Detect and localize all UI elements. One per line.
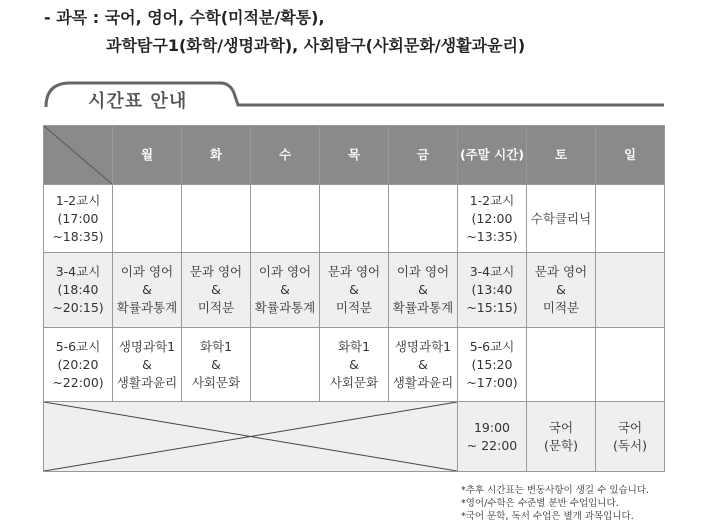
cell-line: 19:00 xyxy=(473,419,511,435)
header-sun: 일 xyxy=(596,126,665,185)
header-wed: 수 xyxy=(251,126,320,185)
class-cell-sat xyxy=(527,253,596,328)
cell-line: 미적분 xyxy=(542,300,580,315)
footnote: *영어/수학은 수준별 분반 수업입니다. xyxy=(461,498,619,509)
corner-cell xyxy=(44,126,113,185)
cell-line: & xyxy=(349,356,359,372)
cell-line: (20:20 xyxy=(57,356,99,372)
cell-line: 사회문화 xyxy=(191,374,241,390)
period-row xyxy=(44,185,665,253)
cell-line: & xyxy=(556,282,566,297)
footnotes xyxy=(461,484,649,523)
cell-line: 문과 영어 xyxy=(534,264,588,279)
cell-line: 이과 영어 xyxy=(258,264,312,279)
cell-line: 5-6교시 xyxy=(55,338,101,354)
class-cell-tue xyxy=(182,328,251,402)
class-cell-wed xyxy=(251,328,320,402)
subjects-line-2: 과학탐구1(화학/생명과학), 사회탐구(사회문화/생활과윤리) xyxy=(106,36,526,55)
cell-line: 생명과학1 xyxy=(394,338,452,354)
weekend-time-cell xyxy=(458,185,527,253)
cell-line: 문과 영어 xyxy=(327,264,381,279)
header-tue: 화 xyxy=(182,126,251,185)
cell-line: 화학1 xyxy=(199,338,233,354)
evening-sat-cell xyxy=(527,402,596,472)
evening-sun-cell xyxy=(596,402,665,472)
header-mon: 월 xyxy=(113,126,182,185)
cell-line: 이과 영어 xyxy=(396,264,450,279)
cell-line: & xyxy=(349,282,359,297)
class-cell-mon xyxy=(113,328,182,402)
cell-line: (15:20 xyxy=(471,356,513,372)
class-cell-sat xyxy=(527,185,596,253)
period-time-cell xyxy=(44,328,113,402)
period-time-cell xyxy=(44,253,113,328)
class-cell-mon xyxy=(113,185,182,253)
header-thu: 목 xyxy=(320,126,389,185)
section-header xyxy=(44,79,664,111)
footnote: *국어 문학, 독서 수업은 별개 과목입니다. xyxy=(461,511,634,522)
cell-line: 1-2교시 xyxy=(55,192,101,208)
header-sat: 토 xyxy=(527,126,596,185)
cell-line: (18:40 xyxy=(57,282,99,297)
cell-line: 이과 영어 xyxy=(120,264,174,279)
no-class-cross xyxy=(44,402,457,471)
cell-line: & xyxy=(142,282,152,297)
class-cell-wed xyxy=(251,253,320,328)
cell-line: 미적분 xyxy=(335,300,373,315)
cell-line: & xyxy=(211,282,221,297)
cell-line: ~22:00) xyxy=(52,374,104,390)
header-weekend-time: (주말 시간) xyxy=(458,126,527,185)
class-cell-fri xyxy=(389,185,458,253)
class-cell-thu xyxy=(320,253,389,328)
class-cell-fri xyxy=(389,253,458,328)
class-cell-sun xyxy=(596,253,665,328)
cell-line: 사회문화 xyxy=(329,374,379,390)
cell-line: 생활과윤리 xyxy=(392,374,454,390)
class-cell-sun xyxy=(596,328,665,402)
cell-line: 확률과통계 xyxy=(392,300,454,315)
cell-line: & xyxy=(211,356,221,372)
no-class-cell xyxy=(44,402,458,472)
cell-line: ~13:35) xyxy=(466,228,518,244)
cell-line: 확률과통계 xyxy=(254,300,316,315)
cell-line: ~20:15) xyxy=(52,300,104,315)
cell-line: (13:40 xyxy=(471,282,513,297)
cell-line: & xyxy=(418,282,428,297)
period-row xyxy=(44,253,665,328)
subjects-info xyxy=(44,4,525,60)
cell-line: 생활과윤리 xyxy=(116,374,178,390)
cell-line: 1-2교시 xyxy=(469,192,515,208)
cell-line: 3-4교시 xyxy=(55,264,101,279)
cell-line: 수학클리닉 xyxy=(530,210,592,226)
header-row xyxy=(44,126,665,185)
cell-line: 국어 xyxy=(548,419,574,435)
class-cell-thu xyxy=(320,328,389,402)
class-cell-fri xyxy=(389,328,458,402)
cell-line: & xyxy=(418,356,428,372)
cell-line: 생명과학1 xyxy=(118,338,176,354)
cell-line: ~18:35) xyxy=(52,228,104,244)
class-cell-tue xyxy=(182,185,251,253)
cell-line: 문과 영어 xyxy=(189,264,243,279)
cell-line: 미적분 xyxy=(197,300,235,315)
cell-line: & xyxy=(280,282,290,297)
cell-line: ~15:15) xyxy=(466,300,518,315)
class-cell-wed xyxy=(251,185,320,253)
evening-time-cell xyxy=(458,402,527,472)
subjects-line-1: - 과목 : 국어, 영어, 수학(미적분/확통), xyxy=(44,8,325,27)
period-row xyxy=(44,328,665,402)
cell-line: & xyxy=(142,356,152,372)
timetable xyxy=(43,125,665,472)
cell-line: 5-6교시 xyxy=(469,338,515,354)
cell-line: 화학1 xyxy=(337,338,371,354)
class-cell-sun xyxy=(596,185,665,253)
cell-line: (12:00 xyxy=(471,210,513,226)
cell-line: (문학) xyxy=(544,437,578,453)
class-cell-mon xyxy=(113,253,182,328)
evening-row xyxy=(44,402,665,472)
footnote: *추후 시간표는 변동사항이 생길 수 있습니다. xyxy=(461,485,650,496)
class-cell-tue xyxy=(182,253,251,328)
cell-line: 국어 xyxy=(617,419,643,435)
weekend-time-cell xyxy=(458,253,527,328)
header-fri: 금 xyxy=(389,126,458,185)
cell-line: ~17:00) xyxy=(466,374,518,390)
class-cell-thu xyxy=(320,185,389,253)
cell-line: ~ 22:00 xyxy=(466,437,518,453)
weekend-time-cell xyxy=(458,328,527,402)
cell-line: (독서) xyxy=(613,437,647,453)
corner-diagonal xyxy=(44,126,112,184)
class-cell-sat xyxy=(527,328,596,402)
cell-line: 확률과통계 xyxy=(116,300,178,315)
cell-line: 3-4교시 xyxy=(469,264,515,279)
section-title: 시간표 안내 xyxy=(88,91,188,112)
cell-line: (17:00 xyxy=(57,210,99,226)
period-time-cell xyxy=(44,185,113,253)
